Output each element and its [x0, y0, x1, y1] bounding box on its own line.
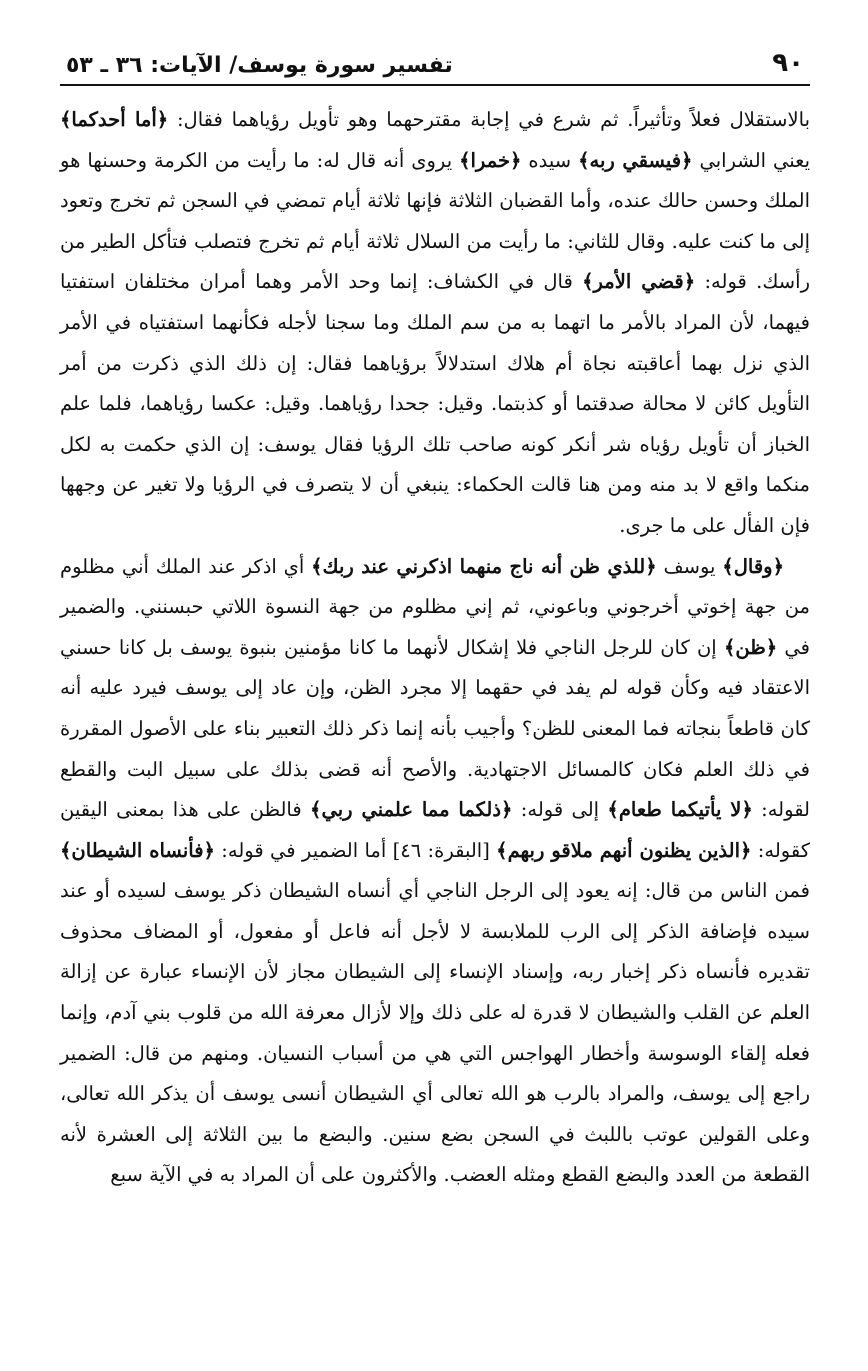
quran-quote: ﴿ذلكما مما علمني ربي﴾: [310, 798, 513, 822]
text-run: أي اذكر عند الملك أني مظلوم من جهة إخوتي أخرجوني وباعوني، ثم إني مظلوم من جهة النسوة اللاتي حبسنني. والضمير في: [60, 554, 810, 659]
quran-quote: ﴿قضي الأمر﴾: [582, 270, 696, 294]
quran-quote: ﴿فأنساه الشيطان﴾: [60, 838, 215, 862]
text-run: يوسف: [656, 554, 723, 578]
text-run: فالظن على هذا بمعنى اليقين كقوله:: [60, 798, 810, 862]
text-run: إلى قوله:: [512, 798, 608, 822]
quran-quote: ﴿أما أحدكما﴾: [60, 108, 169, 131]
page-number: ٩٠: [772, 48, 804, 78]
body-text: [60, 100, 810, 1196]
text-run: يعني الشرابي: [692, 148, 810, 172]
paragraph: [60, 547, 810, 1197]
text-run: قال في الكشاف: إنما وحد الأمر وهما أمران مختلفان استفتيا فيهما، لأن المراد بالأمر ما اتهما به من سم الملك وما سجنا لأجله فكأنهما استفتياه في الأمر الذي نزل بهما أعاقبته نجاة أم هلاك استدلالاً برؤياهما فقال: إن ذلك الذي ذكرت من أمر التأويل كائن لا محالة صدقتما أو كذبتما. وقيل: جحدا رؤياهما. وقيل: عكسا رؤياهما، فلما علم الخباز أن تأويل رؤياه شر أنكر كونه صاحب تلك الرؤيا فقال يوسف: إن الذي حكمت به لكل منكما واقع لا بد منه ومن هنا قالت الحكماء: ينبغي أن لا يتصرف في الرؤيا ولا تغير عن وجهها فإن الفأل على ما جرى.: [60, 270, 810, 537]
quran-quote: ﴿وقال﴾: [722, 554, 784, 578]
quran-quote: ﴿الذين يظنون أنهم ملاقو ربهم﴾: [496, 838, 752, 862]
text-run: إن كان للرجل الناجي فلا إشكال لأنهما ما كانا مؤمنين بنبوة يوسف بل كانا حسني الاعتقاد فيه وكأن قوله لم يفد في حقهما إلا مجرد الظن، وإن عاد إلى يوسف فيرد عليه أنه كان قاطعاً بنجاته فما المعنى للظن؟ وأجيب بأنه إنما ذكر ذلك التعبير بناء على الأصول المقررة في ذلك العلم فكان كالمسائل الاجتهادية. والأصح أنه قضى بذلك على سبيل البت والقطع لقوله:: [60, 635, 810, 822]
text-run: سيده: [521, 148, 579, 172]
running-title: تفسير سورة يوسف/ الآيات: ٣٦ ـ ٥٣: [66, 53, 453, 78]
text-run: يروى أنه قال له: ما رأيت من الكرمة وحسنها هو الملك وحسن حالك عنده، وأما القضبان الثلاثة فإنها ثلاثة أيام تمضي في السجن ثم تخرج وتعود إلى ما كنت عليه. وقال للثاني: ما رأيت من السلال ثلاثة أيام ثم تخرج فتصلب فتأكل الطير من رأسك. قوله:: [60, 148, 810, 294]
page-header: [60, 48, 810, 86]
text-run: بالاستقلال فعلاً وتأثيراً. ثم شرع في إجابة مقترحهما وهو تأويل رؤياهما فقال:: [168, 108, 811, 131]
quran-quote: ﴿لا يأتيكما طعام﴾: [607, 798, 753, 822]
quran-quote: ﴿ظن﴾: [723, 635, 778, 659]
quran-quote: ﴿للذي ظن أنه ناج منهما اذكرني عند ربك﴾: [311, 554, 657, 578]
text-run: فمن الناس من قال: إنه يعود إلى الرجل الناجي أي أنساه الشيطان ذكر يوسف لسيده أو عند سيده فإضافة الذكر إلى الرب للملابسة لا لأجل أنه فاعل أو مفعول، أو المضاف محذوف تقديره فأنساه ذكر إخبار ربه، وإسناد الإنساء إلى الشيطان مجاز لأن الإنساء عبارة عن إزالة العلم عن القلب والشيطان لا قدرة له على ذلك وإلا لأزال معرفة الله من قلوب بني آدم، وإنما فعله إلقاء الوسوسة وأخطار الهواجس التي هي من أسباب النسيان. ومنهم من قال: الضمير راجع إلى يوسف، والمراد بالرب هو الله تعالى أي الشيطان أنسى يوسف أن يذكر الله تعالى، وعلى القولين عوتب باللبث في السجن بضع سنين. والبضع ما بين الثلاثة إلى العشرة لأنه القطعة من العدد والبضع القطع ومثله العضب. والأكثرون على أن المراد به في الآية سبع: [60, 879, 810, 1187]
text-run: [البقرة: ٤٦] أما الضمير في قوله:: [214, 838, 497, 862]
quran-quote: ﴿خمرا﴾: [459, 148, 522, 172]
quran-quote: ﴿فيسقي ربه﴾: [578, 148, 693, 172]
paragraph: [60, 100, 810, 547]
